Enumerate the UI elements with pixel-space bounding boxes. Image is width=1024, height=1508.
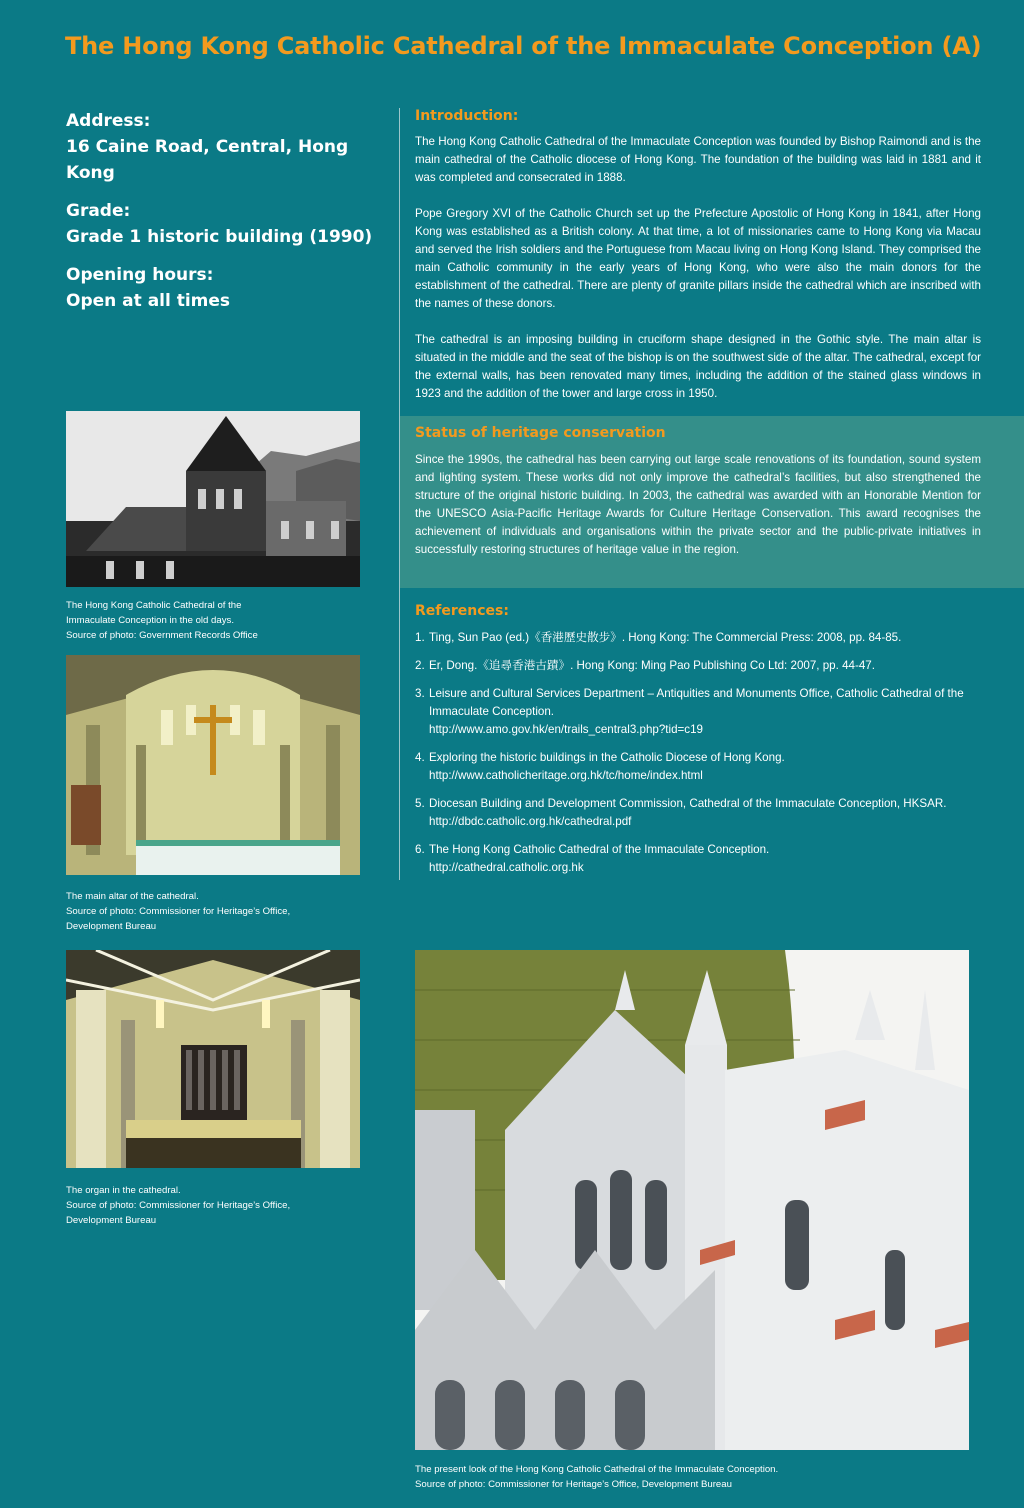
grade-label: Grade: [66, 201, 131, 221]
reference-link[interactable]: http://www.amo.gov.hk/en/trails_central3.php?tid=c19 [429, 723, 704, 736]
reference-link[interactable]: http://cathedral.catholic.org.hk [429, 861, 584, 874]
reference-text: Ting, Sun Pao (ed.)《香港歷史散步》. Hong Kong: The Commercial Press: 2008, pp. 84-85. [429, 631, 902, 644]
old-cathedral-photo [66, 411, 360, 587]
organ-photo [66, 950, 360, 1168]
introduction-section [415, 108, 981, 403]
references-section [415, 603, 985, 877]
status-heading: Status of heritage conservation [415, 425, 666, 441]
reference-item: 4. Exploring the historic buildings in the Catholic Diocese of Hong Kong. http://www.catholicheritage.org.hk/tc/home/index.html [415, 751, 785, 782]
introduction-paragraph: Pope Gregory XVI of the Catholic Church set up the Prefecture Apostolic of Hong Kong in 1841, after Hong Kong was established as a British colony. At that time, a lot of missionaries came to Hong Kong via Macau and served the Irish soldiers and the Portuguese from Macau living on Hong Kong Island. They comprised the main Catholic community in the early years of Hong Kong, who were also the main donors for the establishment of the cathedral. There are plenty of granite pillars inside the cathedral which are inscribed with the names of these donors. [415, 207, 981, 310]
address-value: 16 Caine Road, Central, Hong Kong [66, 137, 349, 183]
info-panel [66, 108, 386, 326]
organ-caption: The organ in the cathedral. Source of photo: Commissioner for Heritage’s Office, Development Bureau [66, 1185, 291, 1226]
references-heading: References: [415, 603, 509, 619]
reference-text: Leisure and Cultural Services Department – Antiquities and Monuments Office, Catholic Cathedral of the Immaculate Conception. [429, 687, 964, 718]
introduction-heading: Introduction: [415, 108, 519, 124]
reference-item: 1. Ting, Sun Pao (ed.)《香港歷史散步》. Hong Kong: The Commercial Press: 2008, pp. 84-85. [415, 631, 902, 644]
reference-item: 3. Leisure and Cultural Services Department – Antiquities and Monuments Office, Catholic Cathedral of the Immaculate Conception. http://www.amo.gov.hk/en/trails_central3.php?tid=c19 [415, 687, 964, 736]
page-title: The Hong Kong Catholic Cathedral of the Immaculate Conception (A) [65, 32, 982, 60]
grade-value: Grade 1 historic building (1990) [66, 227, 373, 247]
reference-text: The Hong Kong Catholic Cathedral of the Immaculate Conception. [429, 843, 770, 856]
old-cathedral-caption: The Hong Kong Catholic Cathedral of the Immaculate Conception in the old days. Source of photo: Government Records Office [66, 600, 258, 641]
reference-item: 5. Diocesan Building and Development Commission, Cathedral of the Immaculate Conception, HKSAR. http://dbdc.catholic.org.hk/cathedral.pdf [415, 797, 947, 828]
reference-text: Exploring the historic buildings in the Catholic Diocese of Hong Kong. [429, 751, 785, 764]
main-altar-photo [66, 655, 360, 875]
status-paragraph: Since the 1990s, the cathedral has been carrying out large scale renovations of its foundation, sound system and lighting system. These works did not only improve the cathedral’s facilities, but also strengthened the structure of the original historic building. In 2003, the cathedral was awarded with an Honorable Mention for the UNESCO Asia-Pacific Heritage Awards for Culture Heritage Conservation. This award recognises the achievement of individuals and organisations within the private sector and the public-private initiatives in successfully restoring structures of heritage value in the region. [415, 453, 981, 556]
reference-link[interactable]: http://dbdc.catholic.org.hk/cathedral.pdf [429, 815, 632, 828]
reference-item: 2. Er, Dong.《追尋香港古蹟》. Hong Kong: Ming Pao Publishing Co Ltd: 2007, pp. 44-47. [415, 659, 875, 672]
reference-item: 6. The Hong Kong Catholic Cathedral of the Immaculate Conception. http://cathedral.catholic.org.hk [415, 843, 770, 874]
opening-hours-label: Opening hours: [66, 265, 214, 285]
introduction-paragraph: The Hong Kong Catholic Cathedral of the Immaculate Conception was founded by Bishop Raimondi and is the main cathedral of the Catholic diocese of Hong Kong. The foundation of the building was laid in 1881 and it was completed and consecrated in 1888. [415, 135, 981, 184]
introduction-paragraph: The cathedral is an imposing building in cruciform shape designed in the Gothic style. The main altar is situated in the middle and the seat of the bishop is on the southwest side of the altar. The cathedral, except for the external walls, has been renovated many times, including the addition of the stained glass windows in 1923 and the addition of the tower and large cross in 1950. [415, 333, 981, 400]
reference-text: Er, Dong.《追尋香港古蹟》. Hong Kong: Ming Pao Publishing Co Ltd: 2007, pp. 44-47. [429, 659, 875, 672]
present-cathedral-caption: The present look of the Hong Kong Catholic Cathedral of the Immaculate Conception. Source of photo: Commissioner for Heritage’s Office, Development Bureau [415, 1464, 779, 1490]
reference-text: Diocesan Building and Development Commission, Cathedral of the Immaculate Conception, HKSAR. [429, 797, 947, 810]
status-section [400, 416, 1024, 588]
main-altar-caption: The main altar of the cathedral. Source of photo: Commissioner for Heritage’s Office, Development Bureau [66, 891, 291, 932]
address-label: Address: [66, 111, 151, 131]
reference-link[interactable]: http://www.catholicheritage.org.hk/tc/home/index.html [429, 769, 703, 782]
opening-hours-value: Open at all times [66, 291, 231, 311]
present-cathedral-photo [415, 950, 969, 1450]
